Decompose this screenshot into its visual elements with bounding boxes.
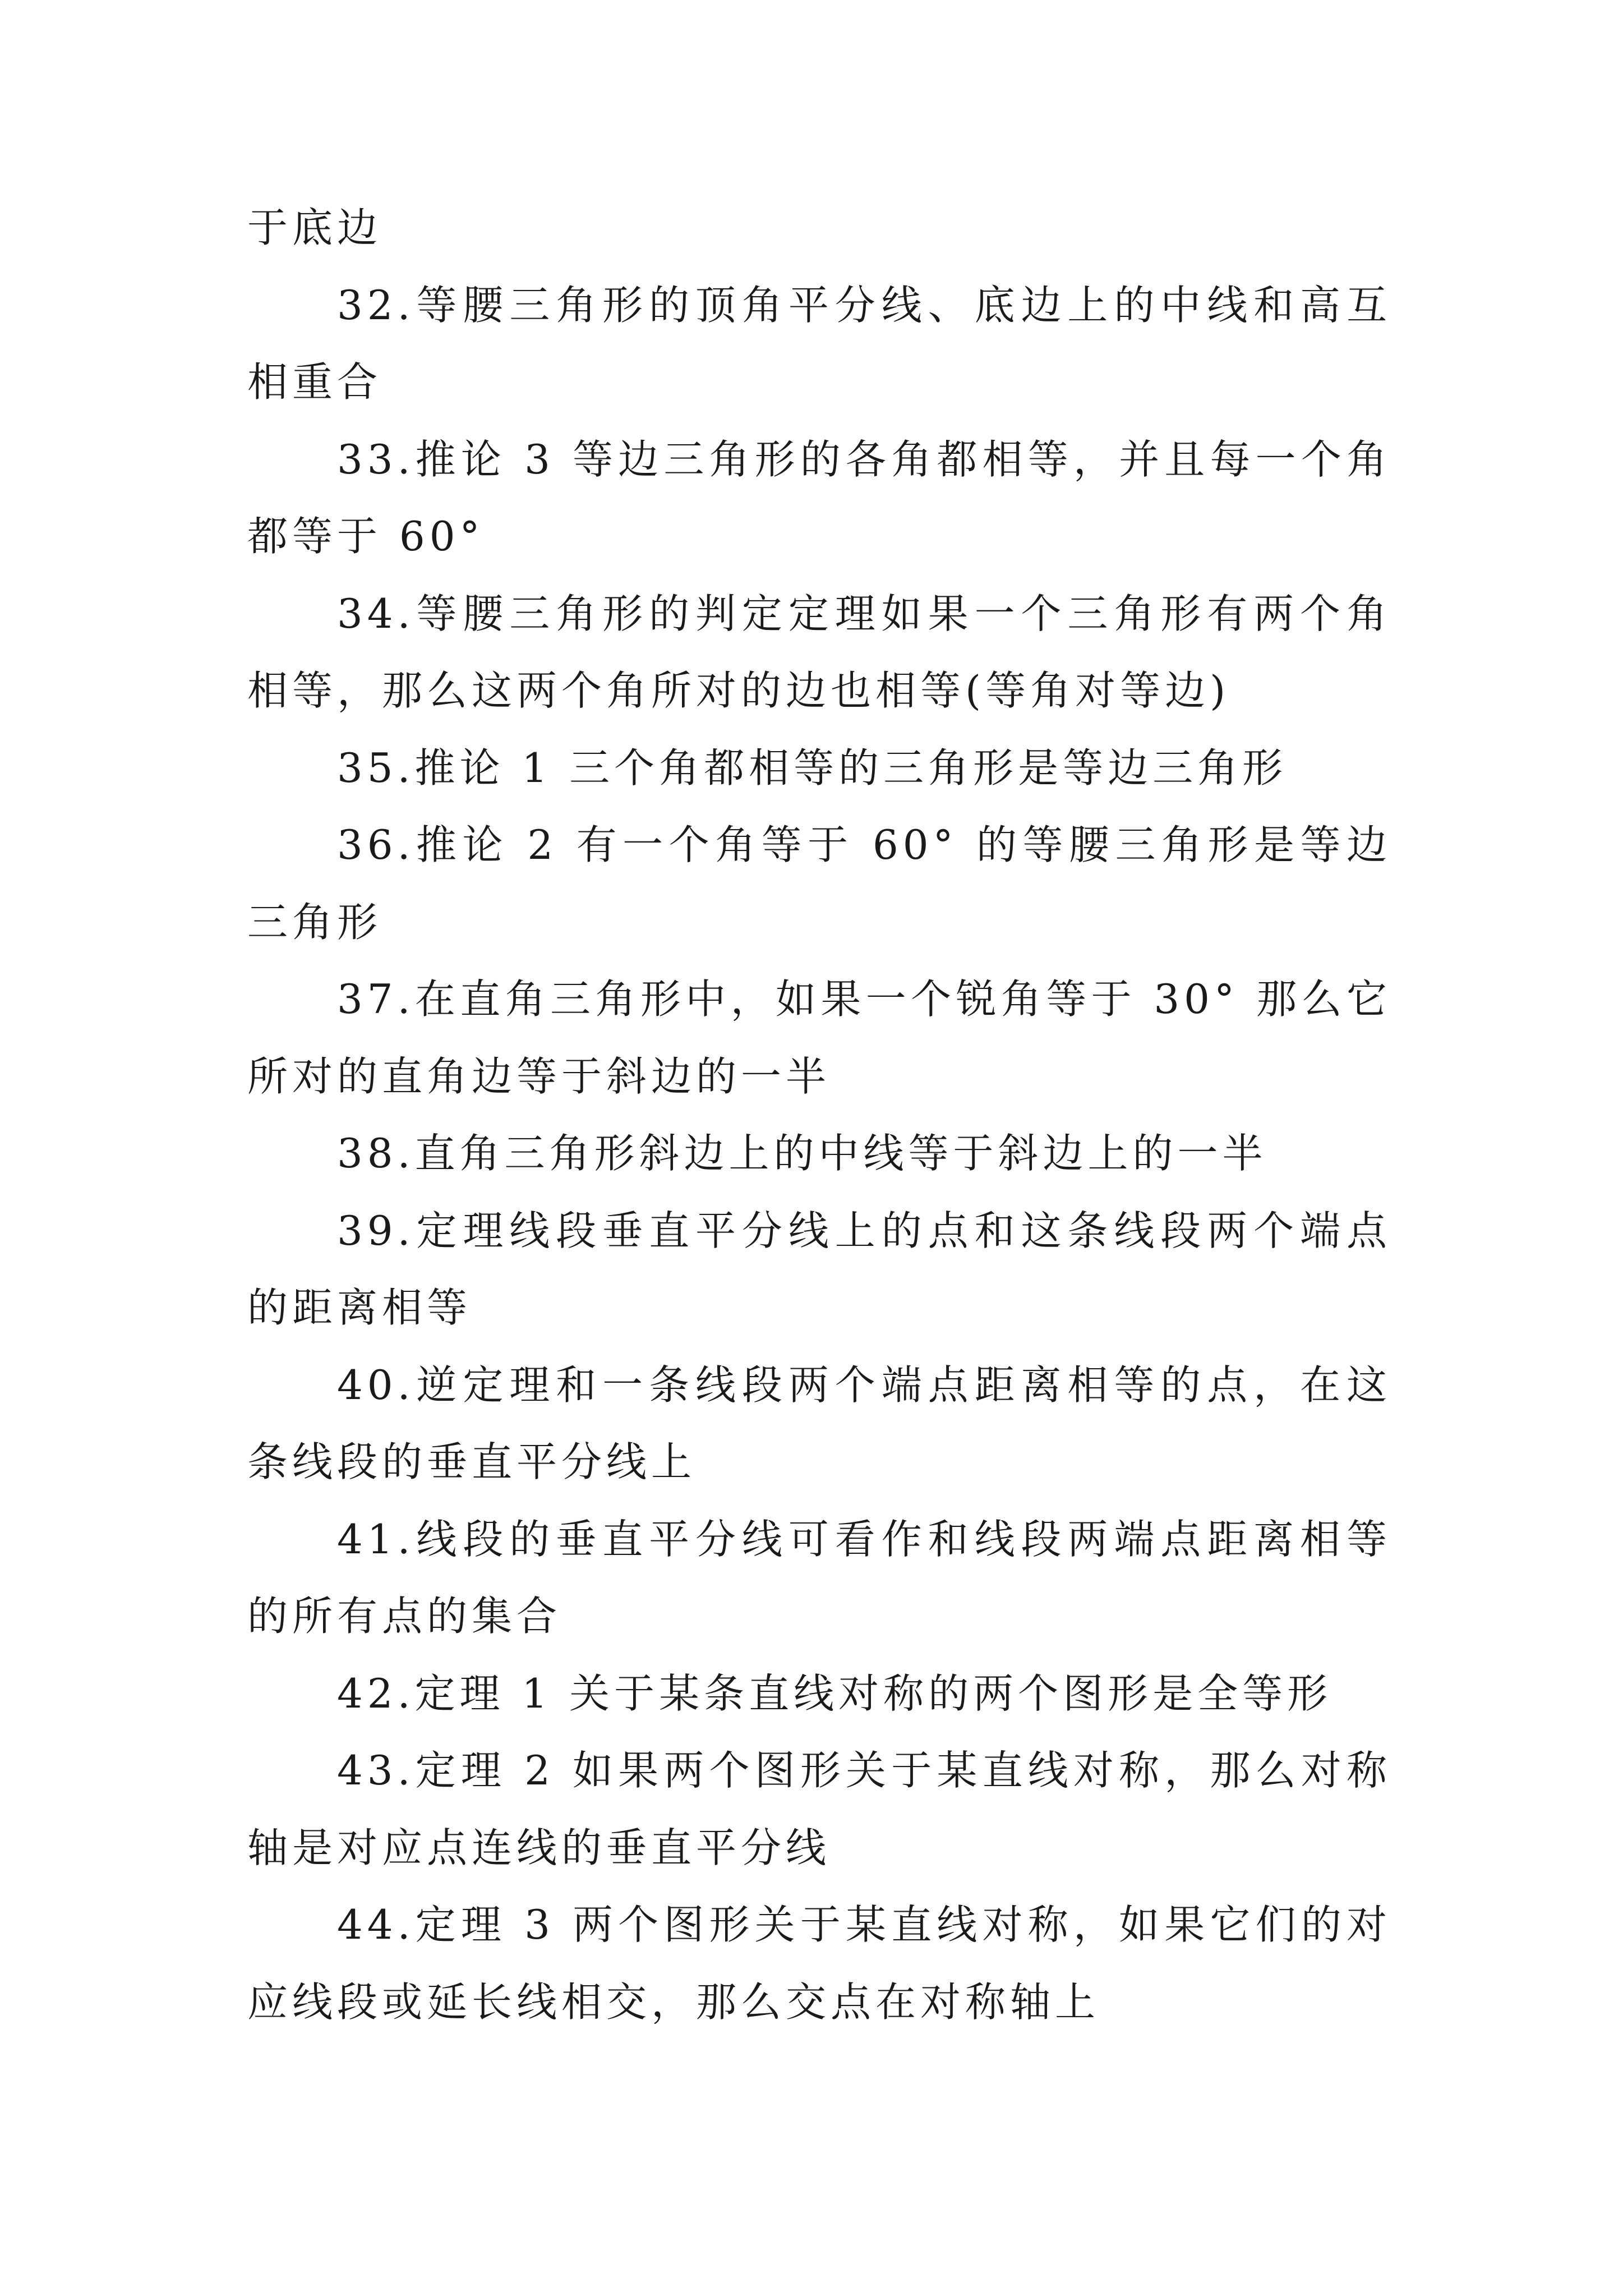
paragraph-36: 36.推论 2 有一个角等于 60° 的等腰三角形是等边三角形 (247, 821, 1391, 946)
body-text (247, 190, 1391, 2041)
paragraph-37: 37.在直角三角形中，如果一个锐角等于 30° 那么它所对的直角边等于斜边的一半 (247, 976, 1391, 1100)
paragraph-42: 42.定理 1 关于某条直线对称的两个图形是全等形 (337, 1669, 1332, 1717)
paragraph-continuation: 于底边 (247, 204, 382, 251)
paragraph-44: 44.定理 3 两个图形关于某直线对称，如果它们的对应线段或延长线相交，那么交点在对称轴上 (247, 1901, 1391, 2026)
paragraph-34: 34.等腰三角形的判定定理如果一个三角形有两个角相等，那么这两个角所对的边也相等(等角对等边) (247, 590, 1391, 714)
paragraph-38: 38.直角三角形斜边上的中线等于斜边上的一半 (337, 1130, 1267, 1177)
paragraph-35: 35.推论 1 三个角都相等的三角形是等边三角形 (337, 744, 1288, 792)
paragraph-39: 39.定理线段垂直平分线上的点和这条线段两个端点的距离相等 (247, 1207, 1391, 1331)
paragraph-33: 33.推论 3 等边三角形的各角都相等，并且每一个角都等于 60° (247, 435, 1391, 560)
paragraph-41: 41.线段的垂直平分线可看作和线段两端点距离相等的所有点的集合 (247, 1515, 1391, 1640)
paragraph-40: 40.逆定理和一条线段两个端点距离相等的点，在这条线段的垂直平分线上 (247, 1361, 1391, 1485)
paragraph-43: 43.定理 2 如果两个图形关于某直线对称，那么对称轴是对应点连线的垂直平分线 (247, 1747, 1391, 1871)
paragraph-32: 32.等腰三角形的顶角平分线、底边上的中线和高互相重合 (247, 281, 1391, 406)
